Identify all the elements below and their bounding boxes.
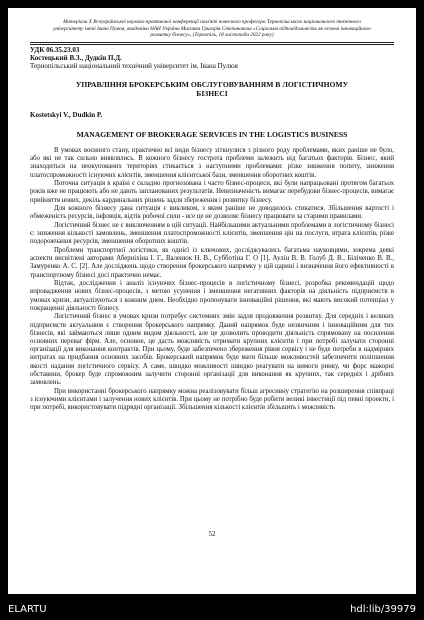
header-rule-bottom — [30, 44, 394, 45]
authors-english: Kostetskyi V., Dudkin P. — [30, 111, 103, 119]
header-rule-top — [30, 42, 394, 43]
body-paragraph-5: Проблеми транспортної логістики, як однієї із ключових, досліджувались багатьма науковцями, зокрема деякі аспекти висвітлені авторами Аберніхіна І. Г., Валенюк Н. В., Субботіна Г. О [1], Аулін В. В. Голуб Д. В., Біліченко В. В., Замуренко А. С. [2]. Але досліджень щодо створення брокерського напрямку у цій царині і визначення його ефективності в транспортному бізнесі досі практично немає. — [30, 247, 394, 279]
body-paragraph-6: Відтак, дослідження і аналіз існуючих бізнес-процесів в логістичному бізнесі, розробка рекомендацій щодо впровадження нових бізнес-процесів, з метою усунення і зменшення негативних факторів на діяльність підприємств в умовах кризи, актуалізуються з кожним днем. Необхідно пропонувати інноваційні рішення, які мають високий потенціал у покращенні діяльності бізнесу. — [30, 280, 394, 312]
conference-header-note: Матеріали X Всеукраїнської науково-практичної конференції пам'яті почесного професора Тернопільського національного технічного університету імені Івана Пулюя, академіка НАН України Мисника Григорія Степановича «Соціальна відповідальність як основа інноваційного розвитку бізнесу», (Тернопіль, 18 листопада 2022 року) — [53, 19, 371, 39]
authors-ukrainian: Костецький В.З., Дудкін П.Д. — [30, 54, 122, 62]
udk-code: УДК 06.35.23.03 — [30, 46, 80, 54]
article-title-ukrainian: УПРАВЛІННЯ БРОКЕРСЬКИМ ОБСЛУГОВУВАННЯМ В ЛОГІСТИЧНОМУ БІЗНЕСІ — [75, 80, 349, 99]
body-paragraph-3: Для кожного бізнесу дана ситуація є викликом, з яким раніше не доводилось стикатися. Збільшення вартості і обмеженість ресурсів, інфляція, відтік робочої сили - все це не дозволяє бізнесу працювати за старими правилами. — [30, 205, 394, 221]
page-number: 52 — [208, 530, 216, 538]
article-title-english: MANAGEMENT OF BROKERAGE SERVICES IN THE LOGISTICS BUSINESS — [76, 130, 348, 139]
repository-name: ELARTU — [8, 604, 47, 615]
body-paragraph-2: Поточна ситуація в країні є складно прогнозована і часто бізнес-процеси, які були напрацьовані протягом багатьох років вже не працюють або не дають запланованих результатів. Невизначеність вимагає перебудови бізнес-процесів, вимагає прийняття нових, декіль кардинальних рішень задля збереження і розвитку бізнесу. — [30, 180, 394, 204]
paper-page — [8, 8, 416, 594]
author-affiliation: Тернопільський національний технічний університет ім. Івана Пулюя — [30, 62, 238, 70]
handle-identifier: hdl:lib/39979 — [350, 604, 416, 615]
article-body — [30, 147, 394, 531]
body-paragraph-1: В умовах воєнного стану, практично всі види бізнесу зіткнулися з різного роду проблемами, яких раніше не було, або які не так сильно виявлялись. В кожного бізнесу гострота проблеми залежить від багатьох факторів. Бізнес, який знаходиться на неокупованих територіях стикається з наступними проблемами: різке зниження попиту, зниження платоспроможності існуючих клієнтів, зменшення клієнтської бази, зменшення оборотних коштів. — [30, 147, 394, 179]
body-paragraph-4: Логістичний бізнес не є виключенням в цій ситуації. Найбільшими актуальними проблемами в логістичному бізнесі є: зниження кількості замовлень, зменшення платоспроможності клієнтів, зменшення цін на послуги, втрата клієнтів, різке подорожчання ресурсів, зменшення оборотних коштів. — [30, 222, 394, 246]
body-paragraph-8: При використанні брокерського напрямку можна реалізовувати більш агресивну стратегію на розширення співпраці з існуючими клієнтами і залучення нових клієнтів. При цьому не потрібно буде робити великі інвестиції під певні проекти, і при потребі, використовувати підрядні організації. Збільшення кількості клієнтів збільшить і можливість — [30, 387, 394, 412]
body-paragraph-7: Логістичний бізнес в умовах кризи потребує системних змін задля продовження розвитку. Для середніх і великих підприємств актуальним є створення брокерського напрямку. Даний напрямок буде незвичним і інноваційним для тих бізнесів, які займаються лише одним видом діяльності, але це дозволить проводити діяльність спрямовану на посилення основних переваг фірм. Але, основне, це дасть можливість отримати крупних клієнтів і при потребі залучати сторонні організації для виконання контрактів. При цьому, буде забезпечено збереження рівня сервісу і не буде потреби в надмірних витратах на придбання основних засобів. Брокерський напрямок буде мати більше можливостей забезпечити поліпшення якості надання логістичного сервісу. А саме, швидко можливості швидко реагувати на вимоги ринку, чи форс мажорні обставини, брокер буде спроможним залучити сторонні організації для виконання як крупних, так середніх і дрібних замовлень. — [30, 313, 394, 387]
